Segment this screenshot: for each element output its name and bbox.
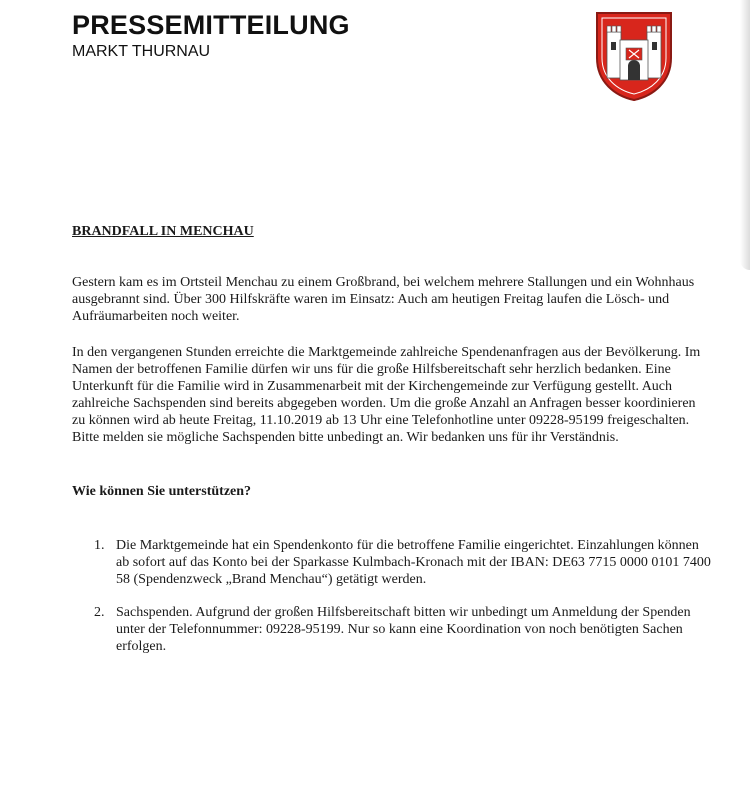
list-number: 1.	[94, 538, 105, 553]
municipality-name: MARKT THURNAU	[72, 43, 211, 60]
list-item	[94, 537, 714, 588]
list-text: Sachspenden. Aufgrund der großen Hilfsbereitschaft bitten wir unbedingt um Anmeldung der Spenden unter der Telefonnummer: 09228-95199. Nur so kann eine Koordination von noch benötigten Sachen erfolgen.	[116, 605, 691, 654]
list-item	[94, 604, 714, 655]
coat-of-arms-icon	[593, 10, 675, 102]
press-release-title: PRESSEMITTEILUNG	[72, 10, 350, 40]
headline: BRANDFALL IN MENCHAU	[72, 224, 254, 239]
support-heading: Wie können Sie unterstützen?	[72, 484, 252, 499]
page-edge-shadow	[740, 0, 750, 270]
list-number: 2.	[94, 605, 105, 620]
paragraph-donations: In den vergangenen Stunden erreichte die Marktgemeinde zahlreiche Spendenanfragen aus der Bevölkerung. Im Namen der betroffenen Familie dürfen wir uns für die große Hilfsbereitschaft sehr herzlich bedanken. Eine Unterkunft für die Familie wird in Zusammenarbeit mit der Kirchengemeinde zur Verfügung gestellt. Auch zahlreiche Sachspenden sind bereits abgegeben worden. Um die große Anzahl an Anfragen besser koordinieren zu können wird ab heute Freitag, 11.10.2019 ab 13 Uhr eine Telefonhotline unter 09228-95199 freigeschalten. Bitte melden sie mögliche Sachspenden bitte unbedingt an. Wir bedanken uns für ihr Verständnis.	[72, 345, 701, 445]
paragraph-incident: Gestern kam es im Ortsteil Menchau zu einem Großbrand, bei welchem mehrere Stallungen und ein Wohnhaus ausgebrannt sind. Über 300 Hilfskräfte waren im Einsatz: Auch am heutigen Freitag laufen die Lösch- und Aufräumarbeiten noch weiter.	[72, 275, 695, 324]
list-text: Die Marktgemeinde hat ein Spendenkonto für die betroffene Familie eingerichtet. Einzahlungen können ab sofort auf das Konto bei der Sparkasse Kulmbach-Kronach mit der IBAN: DE63 7715 0000 0101 7400 58 (Spendenzweck „Brand Menchau“) getätigt werden.	[116, 538, 711, 587]
